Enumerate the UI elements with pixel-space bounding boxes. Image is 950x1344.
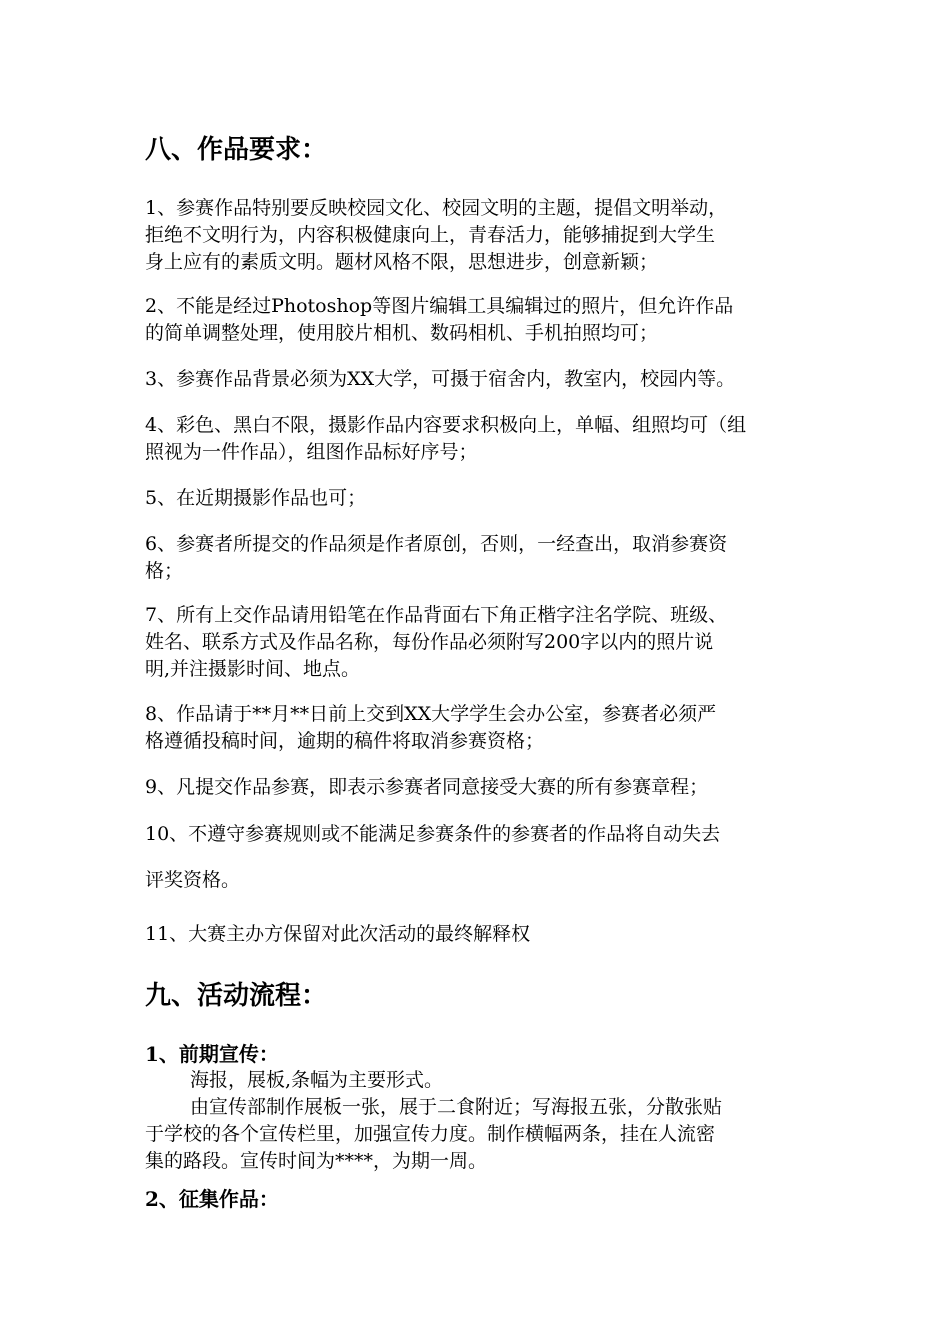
text-line: 2、不能是经过Photoshop等图片编辑工具编辑过的照片，但允许作品 — [145, 295, 734, 317]
text-line: 身上应有的素质文明。题材风格不限，思想进步，创意新颖； — [145, 251, 659, 273]
text-line: 于学校的各个宣传栏里，加强宣传力度。制作横幅两条，挂在人流密 — [145, 1123, 716, 1145]
section-8-heading: 八、作品要求： — [145, 135, 328, 165]
text-line: 集的路段。宣传时间为****，为期一周。 — [145, 1150, 488, 1172]
requirement-item-8 — [145, 701, 810, 755]
text-line: 8、作品请于**月**日前上交到XX大学学生会办公室，参赛者必须严 — [145, 703, 717, 725]
text-line: 照视为一件作品），组图作品标好序号； — [145, 441, 478, 463]
text-line: 格； — [145, 560, 184, 582]
text-line: 由宣传部制作展板一张，展于二食附近；写海报五张，分散张贴 — [190, 1096, 723, 1118]
requirement-item-7 — [145, 602, 810, 683]
section-9-heading: 九、活动流程： — [145, 981, 328, 1011]
step-2-heading: 2、征集作品： — [145, 1187, 279, 1211]
requirement-item-11 — [145, 921, 810, 948]
text-line: 1、参赛作品特别要反映校园文化、校园文明的主题，提倡文明举动， — [145, 197, 728, 219]
text-line: 明,并注摄影时间、地点。 — [145, 658, 361, 680]
requirement-item-6 — [145, 531, 810, 585]
text-line: 海报，展板,条幅为主要形式。 — [190, 1069, 444, 1091]
text-line: 4、彩色、黑白不限，摄影作品内容要求积极向上，单幅、组照均可（组 — [145, 414, 747, 436]
text-line: 评奖资格。 — [145, 869, 241, 891]
text-line: 格遵循投稿时间，逾期的稿件将取消参赛资格； — [145, 730, 545, 752]
requirement-item-1 — [145, 195, 810, 276]
text-line: 的简单调整处理，使用胶片相机、数码相机、手机拍照均可； — [145, 322, 659, 344]
text-line: 拒绝不文明行为，内容积极健康向上，青春活力，能够捕捉到大学生 — [145, 224, 716, 246]
text-line: 10、不遵守参赛规则或不能满足参赛条件的参赛者的作品将自动失去 — [145, 823, 721, 845]
step-1-body — [145, 1067, 810, 1175]
requirement-item-3 — [145, 366, 810, 393]
text-line: 6、参赛者所提交的作品须是作者原创，否则，一经查出，取消参赛资 — [145, 533, 728, 555]
text-line: 7、所有上交作品请用铅笔在作品背面右下角正楷字注名学院、班级、 — [145, 604, 728, 626]
requirement-item-5 — [145, 485, 810, 512]
step-1-heading: 1、前期宣传： — [145, 1042, 279, 1066]
text-line: 9、凡提交作品参赛，即表示参赛者同意接受大赛的所有参赛章程； — [145, 776, 709, 798]
requirement-item-2 — [145, 293, 810, 347]
text-line: 姓名、联系方式及作品名称，每份作品必须附写200字以内的照片说 — [145, 631, 714, 653]
text-line: 5、在近期摄影作品也可； — [145, 487, 367, 509]
requirement-item-10 — [145, 811, 810, 903]
text-line: 3、参赛作品背景必须为XX大学，可摄于宿舍内，教室内，校园内等。 — [145, 368, 736, 390]
requirement-item-4 — [145, 412, 810, 466]
text-line: 11、大赛主办方保留对此次活动的最终解释权 — [145, 923, 531, 945]
requirement-item-9 — [145, 774, 810, 801]
